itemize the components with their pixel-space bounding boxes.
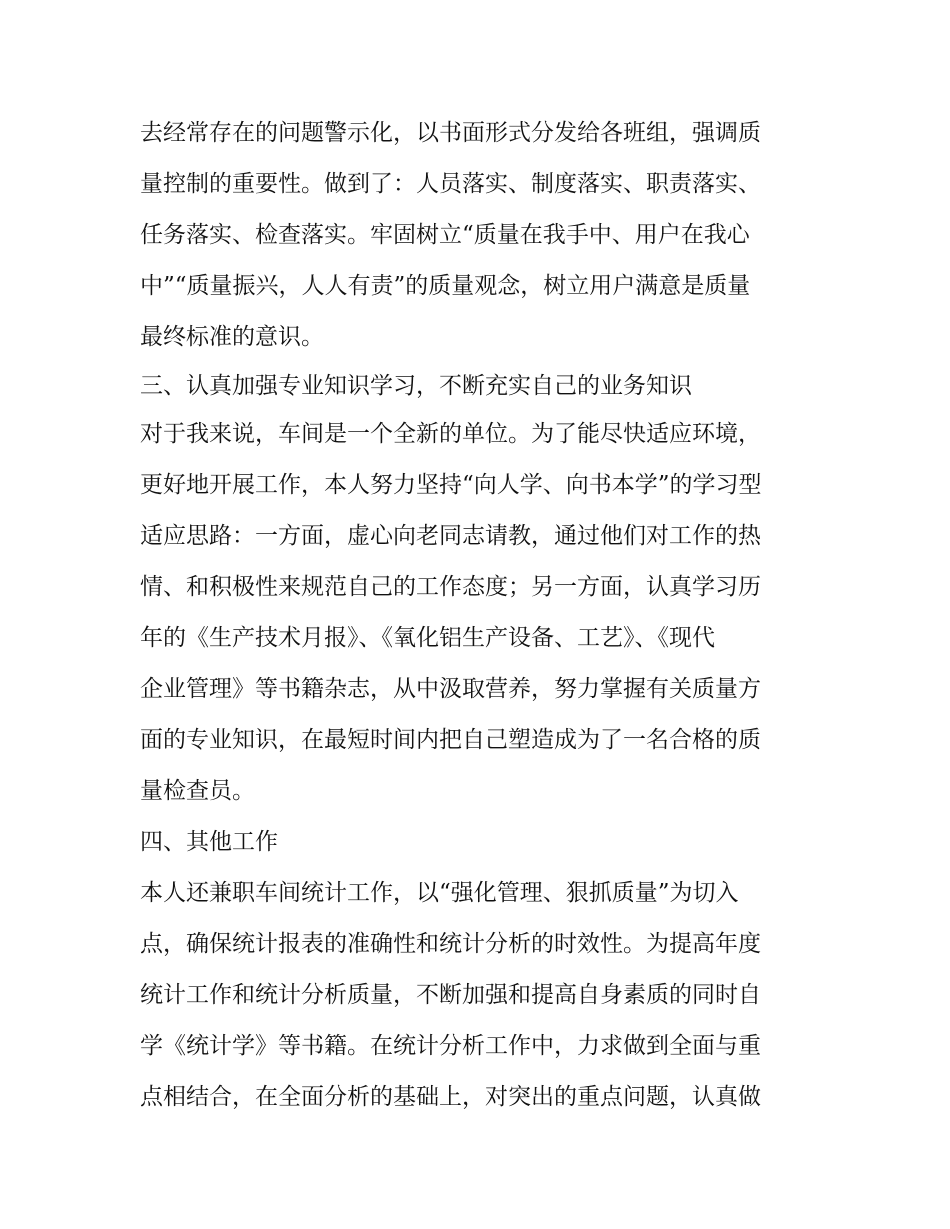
paragraph-line: 点，确保统计报表的准确性和统计分析的时效性。为提高年度: [140, 931, 761, 957]
paragraph-line: 去经常存在的问题警示化，以书面形式分发给各班组，强调质: [140, 120, 761, 146]
paragraph-line: 本人还兼职车间统计工作，以“强化管理、狠抓质量”为切入: [140, 880, 739, 906]
paragraph-line: 面的专业知识，在最短时间内把自己塑造成为了一名合格的质: [140, 727, 761, 753]
paragraph-line: 统计工作和统计分析质量，不断加强和提高自身素质的同时自: [140, 982, 761, 1008]
paragraph-line: 情、和积极性来规范自己的工作态度；另一方面，认真学习历: [140, 574, 761, 600]
paragraph-line: 企业管理》等书籍杂志，从中汲取营养，努力掌握有关质量方: [140, 676, 761, 702]
paragraph-line: 最终标准的意识。: [140, 324, 324, 350]
paragraph-line: 适应思路：一方面，虚心向老同志请教，通过他们对工作的热: [140, 523, 761, 549]
paragraph-line: 年的《生产技术月报》、《氧化铝生产设备、工艺》、《现代: [140, 625, 715, 651]
paragraph-line: 更好地开展工作，本人努力坚持“向人学、向书本学”的学习型: [140, 472, 762, 498]
section-heading-4: 四、其他工作: [140, 829, 278, 855]
paragraph-line: 对于我来说，车间是一个全新的单位。为了能尽快适应环境，: [140, 421, 761, 447]
paragraph-line: 量检查员。: [140, 778, 255, 804]
document-body: [140, 108, 820, 1123]
paragraph-line: 点相结合，在全面分析的基础上，对突出的重点问题，认真做: [140, 1084, 761, 1110]
paragraph-line: 量控制的重要性。做到了：人员落实、制度落实、职责落实、: [140, 171, 761, 197]
paragraph-line: 学《统计学》等书籍。在统计分析工作中，力求做到全面与重: [140, 1033, 761, 1059]
paragraph-line: 中”“质量振兴，人人有责”的质量观念，树立用户满意是质量: [140, 273, 751, 299]
section-heading-3: 三、认真加强专业知识学习，不断充实自己的业务知识: [140, 373, 692, 399]
paragraph-line: 任务落实、检查落实。牢固树立“质量在我手中、用户在我心: [140, 222, 750, 248]
